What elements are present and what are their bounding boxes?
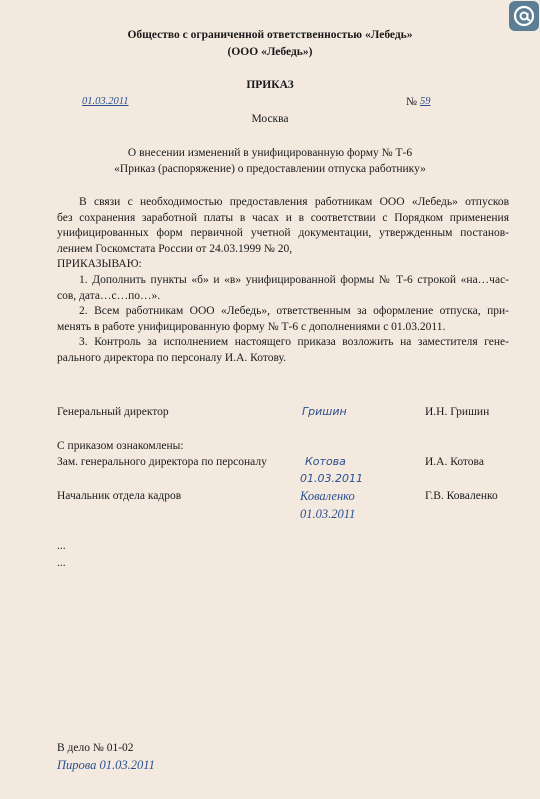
item2-line1: 2. Всем работникам ООО «Лебедь», ответственным за оформление отпуска, при-: [79, 305, 509, 318]
item1-line2: сов, дата…с…по…».: [57, 289, 161, 302]
signer-position: Генеральный директор: [57, 406, 169, 418]
acknowledged-header: С приказом ознакомлены:: [57, 440, 184, 452]
at-sign-icon: [512, 4, 536, 28]
body-p1-line3: унифицированных форм первичной учетной документации, утвержденным постанов-: [57, 227, 509, 240]
item3-line2: рального директора по персоналу И.А. Котову.: [57, 351, 286, 364]
signer-name: И.Н. Гришин: [425, 406, 490, 418]
item3-line1: 3. Контроль за исполнением настоящего приказа возложить на заместителя гене-: [79, 336, 509, 349]
body-p1-line1: В связи с необходимостью предоставления работникам ООО «Лебедь» отпусков: [79, 196, 509, 208]
doc-city: Москва: [251, 113, 289, 125]
ack-row-date: 01.03.2011: [300, 472, 363, 485]
doc-subject-line1: О внесении изменений в унифицированную форму № Т-6: [127, 147, 413, 159]
file-note-signature: Пирова 01.03.2011: [57, 758, 155, 772]
ellipsis-line: ...: [57, 540, 66, 552]
doc-date: 01.03.2011: [82, 96, 129, 107]
ack-row-name: Г.В. Коваленко: [425, 490, 498, 502]
doc-number: 59: [420, 96, 431, 107]
doc-type: ПРИКАЗ: [246, 79, 294, 91]
signer-signature: Гришин: [302, 405, 347, 418]
ack-row-signature: Котова: [305, 455, 346, 468]
ack-row-position: Начальник отдела кадров: [57, 490, 182, 502]
order-word: ПРИКАЗЫВАЮ:: [57, 258, 142, 271]
org-short-name: (ООО «Лебедь»): [227, 46, 313, 58]
ack-row-position: Зам. генерального директора по персоналу: [57, 456, 267, 468]
ellipsis-line: ...: [57, 557, 66, 569]
body-p1-line4: лением Госкомстата России от 24.03.1999 № 20,: [57, 242, 293, 255]
doc-number-label: №: [406, 96, 417, 108]
order-body: [57, 195, 509, 367]
doc-subject-line2: «Приказ (распоряжение) о предоставлении отпуска работнику»: [114, 163, 426, 175]
at-sign-logo: [509, 1, 539, 31]
ack-row-signature: Коваленко: [300, 489, 355, 503]
body-p1-line2: без сохранения заработной платы в часах и в соответствии с Порядком применения: [57, 211, 509, 224]
file-note: В дело № 01-02: [57, 742, 134, 754]
ack-row-name: И.А. Котова: [425, 456, 484, 468]
ack-row-date: 01.03.2011: [300, 507, 356, 521]
item2-line2: менять в работе унифицированную форму № Т-6 с дополнениями с 01.03.2011.: [57, 320, 446, 333]
org-name: Общество с ограниченной ответственностью «Лебедь»: [127, 29, 413, 41]
item1-line1: 1. Дополнить пункты «б» и «в» унифицированной формы № Т-6 строкой «на…час-: [79, 273, 509, 286]
